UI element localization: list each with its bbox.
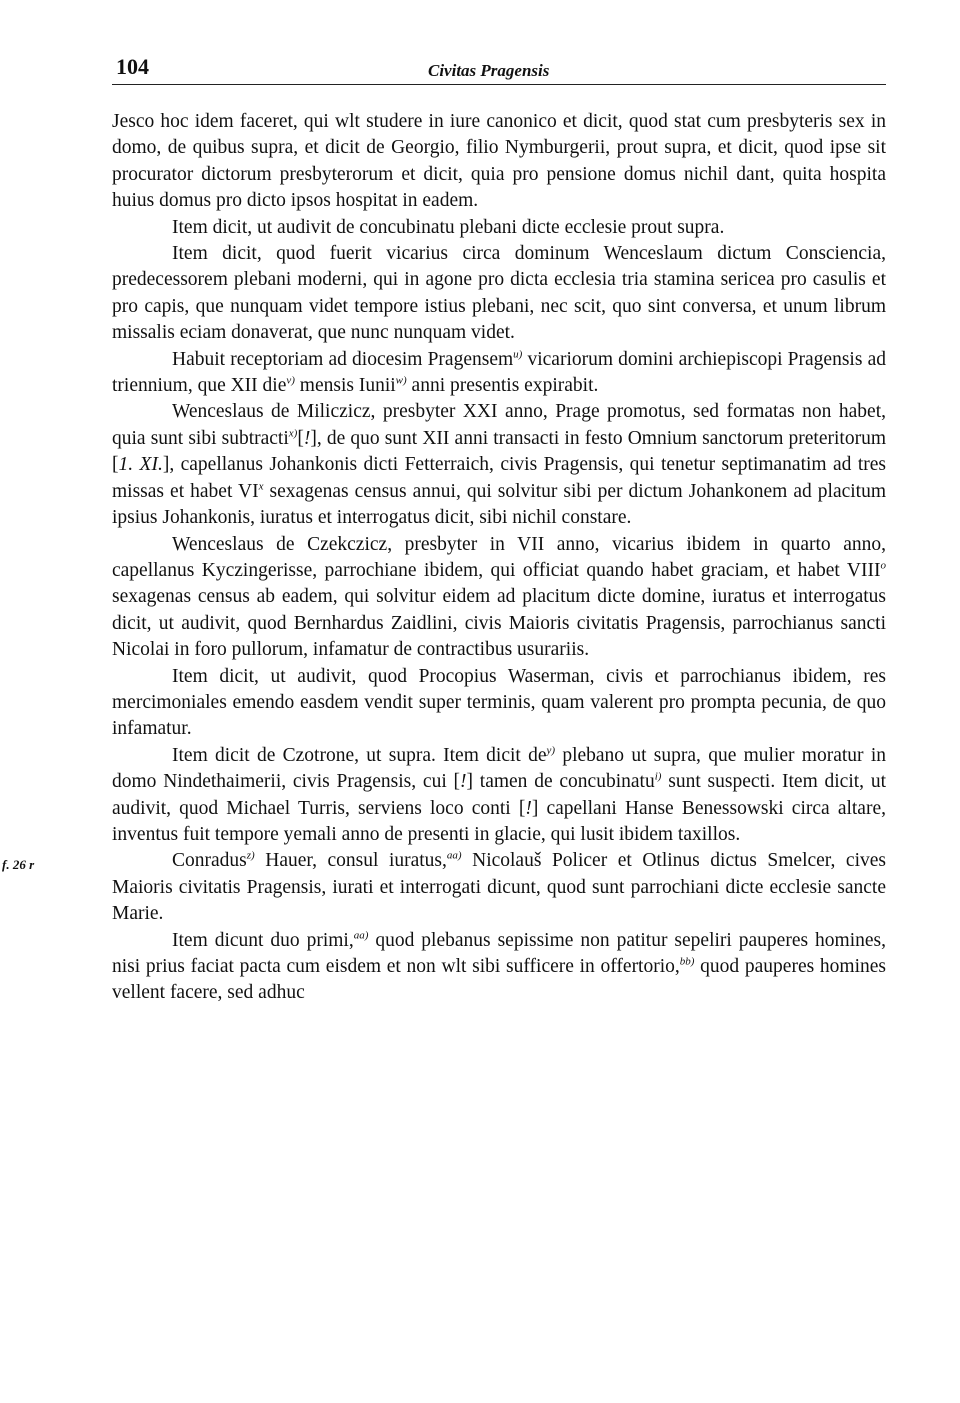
text-run: Habuit receptoriam ad diocesim Pragensem — [172, 348, 514, 370]
italic-run: ! — [303, 427, 311, 449]
text-run: Item dicit, quod fuerit vicarius circa dominum Wenceslaum dictum Consciencia, predecessorem plebani moderni, qui in agone pro dicta ecclesia tria stamina sericea pro casulis et pro capis, que nunquam videt tempore istius plebani, nec scit, quo sint conversa, et unum librum missalis eciam donaverat, que nunc nunquam videt. — [112, 243, 886, 344]
footnote-marker: aa) — [446, 849, 462, 862]
footnote-marker: z) — [246, 849, 255, 862]
footnote-marker: v) — [286, 374, 295, 387]
text-run: Wenceslaus de Czekczicz, presbyter in VII anno, vicarius ibidem in quarto anno, capellanus Kyczingerisse, parrochiane ibidem, qui officiat quando habet graciam, et habet VIII — [112, 533, 886, 581]
italic-run: ! — [460, 771, 467, 793]
text-run: Wenceslaus de Miliczicz, presbyter XXI anno, Prage promotus, sed formatas non habet, quia sunt sibi subtracti — [112, 401, 886, 449]
text-run: ] tamen de concubinatu — [466, 771, 655, 793]
footnote-marker: o — [880, 559, 886, 572]
paragraph — [112, 347, 886, 400]
text-run: mensis Iunii — [294, 375, 396, 397]
text-run: plebano ut supra, que mulier moratur in domo Nindethaimerii, civis Pragensis, cui [ — [112, 744, 886, 793]
footnote-marker: y) — [546, 744, 556, 757]
paragraph — [2, 848, 886, 927]
text-run: sunt suspecti. Item dicit, ut audivit, quod Michael Turris, serviens loco conti [ — [112, 771, 886, 819]
text-run: Item dicit, ut audivit, quod Procopius Waserman, civis et parrochianus ibidem, res mercimoniales emendo easdem vendit super terminis, quam valerent pro prompta pecunia, de quo infamatur. — [112, 665, 886, 740]
text-run: sexagenas census annui, qui solvitur sibi per dictum Johankonem ad placitum ipsius Johankonis, iuratus et interrogatus dicit, sibi nichil constare. — [112, 480, 887, 529]
running-title: Civitas Pragensis — [428, 61, 550, 80]
footnote-marker: w) — [395, 374, 407, 387]
text-run: ], de quo sunt XII anni transacti in festo Omnium sanctorum preteritorum [ — [112, 427, 886, 476]
footnote-marker: x) — [288, 427, 298, 440]
footnote-marker: bb) — [679, 955, 695, 968]
footnote-marker: x — [258, 480, 264, 493]
text-run: Item dicunt duo primi, — [172, 929, 354, 951]
text-body — [2, 109, 887, 1007]
paragraph — [112, 215, 886, 241]
footnote-marker: aa) — [353, 929, 369, 942]
paragraph — [112, 928, 886, 1007]
italic-run: 1. XI. — [118, 454, 163, 476]
text-run: anni presentis expirabit. — [406, 375, 599, 397]
paragraph — [112, 664, 886, 743]
italic-run: ! — [525, 797, 532, 819]
page-number: 104 — [116, 54, 149, 79]
folio-margin-note: f. 26 r — [2, 857, 35, 873]
text-run: [ — [297, 427, 304, 449]
paragraph — [112, 241, 886, 347]
text-run: Nicolauš Policer et Otlinus dictus Smelcer, cives Maioris civitatis Pragensis, iurati et interrogati dicunt, quod sunt parrochiani dicte ecclesie sancte Marie. — [112, 850, 886, 925]
footnote-marker: u) — [513, 348, 523, 361]
text-run: quod plebanus sepissime non patitur sepeliri pauperes homines, nisi prius faciat pacta cum eisdem et non wlt sibi sufficere in offertorio, — [112, 929, 886, 977]
paragraph — [112, 743, 886, 849]
text-run: sexagenas census ab eadem, qui solvitur eidem ad placitum dicte domine, iuratus et interrogatus dicit, ut audivit, quod Bernhardus Zaidlini, civis Maioris civitatis Pragensis, parrochianus sancti Nicolai in foro pullorum, infamatur de contractibus usurariis. — [112, 586, 886, 661]
text-run: Hauer, consul iuratus, — [254, 850, 447, 872]
page-header — [112, 52, 886, 85]
text-run: Conradus — [172, 850, 247, 872]
document-page — [2, 52, 887, 1007]
paragraph — [112, 532, 886, 664]
text-run: vicariorum domini archiepiscopi Pragensis ad triennium, que XII die — [112, 348, 886, 397]
text-run: quod pauperes homines vellent facere, sed adhuc — [112, 956, 886, 1004]
paragraph — [112, 109, 886, 215]
paragraph — [112, 399, 886, 531]
text-run: ], capellanus Johankonis dicti Fetterraich, civis Pragensis, qui tenetur septimanatim ad tres missas et habet VI — [112, 454, 886, 502]
text-run: Item dicit, ut audivit de concubinatu plebani dicte ecclesie prout supra. — [172, 216, 725, 238]
text-run: Jesco hoc idem faceret, qui wlt studere in iure canonico et dicit, quod stat cum presbyteris sex in domo, de quibus supra, et dicit de Georgio, filio Nymburgerii, prout supra, et dicit, quod ipse sit procurator dictorum presbyterorum et dicit, quia pro pensione domus nichil dant, quita hospita huius domus pro dicto ipsos hospitat in eadem. — [112, 111, 886, 212]
text-run: Item dicit de Czotrone, ut supra. Item dicit de — [172, 744, 547, 766]
text-run: ] capellani Hanse Benessowski circa altare, inventus fuit tempore yemali anno de presenti in glacie, qui lusit ibidem taxillos. — [112, 797, 886, 845]
footnote-marker: i) — [654, 770, 662, 783]
